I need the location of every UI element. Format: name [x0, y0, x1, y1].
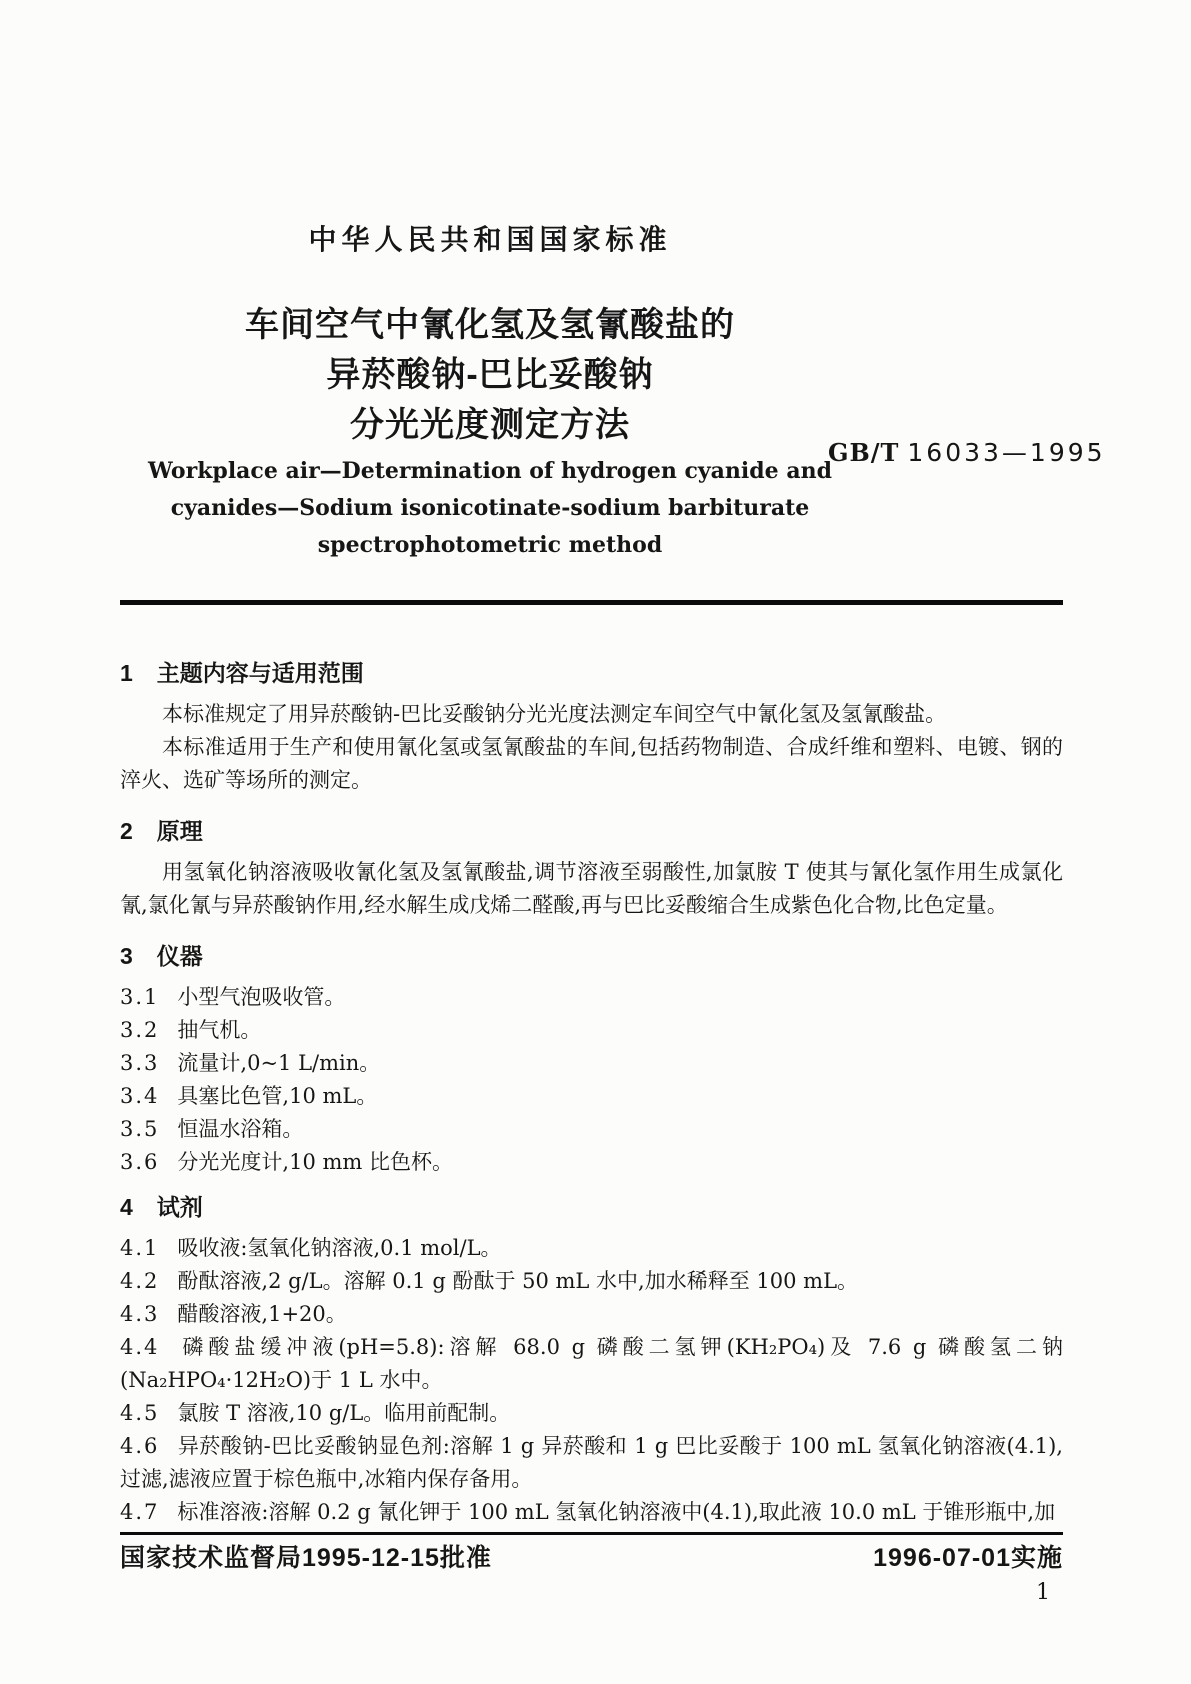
clause-3-number: 3 [120, 943, 135, 969]
english-title-line-3: spectrophotometric method [317, 532, 663, 558]
standard-title [120, 300, 860, 450]
clause-3-2 [120, 1014, 1063, 1047]
clause-4-heading [120, 1191, 1063, 1224]
clause-4-7-text: 标准溶液:溶解 0.2 g 氰化钾于 100 mL 氢氧化钠溶液中(4.1),取此液 10.0 mL 于锥形瓶中,加 [177, 1500, 1056, 1524]
clause-4-2-number: 4.2 [120, 1269, 160, 1293]
clause-3-2-number: 3.2 [120, 1018, 160, 1042]
clause-2-heading [120, 815, 1063, 848]
clause-3-3-number: 3.3 [120, 1051, 160, 1075]
clause-4-4-number: 4.4 [120, 1335, 160, 1359]
clause-1-heading [120, 657, 1063, 690]
clause-1-title: 主题内容与适用范围 [156, 660, 364, 686]
english-title-line-2: cyanides—Sodium isonicotinate-sodium barbiturate [170, 495, 810, 521]
clause-3-5-text: 恒温水浴箱。 [177, 1117, 304, 1141]
clause-4-6 [120, 1430, 1063, 1496]
clause-4-7 [120, 1496, 1063, 1529]
standard-header: 中华人民共和国国家标准 [308, 224, 672, 255]
clause-4-1 [120, 1232, 1063, 1265]
clause-4-4 [120, 1331, 1063, 1397]
clause-3-6-number: 3.6 [120, 1150, 160, 1174]
clause-2-paragraph-1: 用氢氧化钠溶液吸收氰化氢及氢氰酸盐,调节溶液至弱酸性,加氯胺 T 使其与氰化氢作用生成氯化氰,氯化氰与异菸酸钠作用,经水解生成戊烯二醛酸,再与巴比妥酸缩合生成紫色化合物,比色定量。 [120, 860, 1063, 917]
clause-4-4-text: 磷酸盐缓冲液(pH=5.8):溶解 68.0 g 磷酸二氢钾(KH₂PO₄)及 7.6 g 磷酸氢二钠(Na₂HPO₄·12H₂O)于 1 L 水中。 [120, 1335, 1063, 1392]
clause-3-5-number: 3.5 [120, 1117, 160, 1141]
clause-4-6-number: 4.6 [120, 1434, 160, 1458]
clause-2-title: 原理 [156, 818, 203, 844]
page-number: 1 [1036, 1580, 1050, 1605]
clause-3-5 [120, 1113, 1063, 1146]
standard-title-line-2: 异菸酸钠-巴比妥酸钠 [326, 356, 654, 394]
standard-title-line-3: 分光光度测定方法 [350, 406, 630, 444]
standard-code-number: 16033—1995 [907, 438, 1106, 467]
clause-4-2 [120, 1265, 1063, 1298]
footer-divider-rule [120, 1532, 1063, 1535]
clause-4-5-number: 4.5 [120, 1401, 160, 1425]
standard-title-line-1: 车间空气中氰化氢及氢氰酸盐的 [245, 306, 735, 344]
clause-3-1-number: 3.1 [120, 985, 160, 1009]
clause-4-3-text: 醋酸溶液,1+20。 [177, 1302, 347, 1326]
clause-4-items [120, 1232, 1063, 1529]
clause-3-3 [120, 1047, 1063, 1080]
clause-3-1 [120, 981, 1063, 1014]
english-title [120, 453, 860, 564]
clause-3-6-text: 分光光度计,10 mm 比色杯。 [177, 1150, 453, 1174]
standard-code-prefix: GB/T [828, 438, 900, 467]
clause-3-4 [120, 1080, 1063, 1113]
standard-code [828, 438, 1106, 467]
clause-1-paragraph-1: 本标准规定了用异菸酸钠-巴比妥酸钠分光光度法测定车间空气中氰化氢及氢氰酸盐。 [162, 702, 947, 726]
clause-3-1-text: 小型气泡吸收管。 [177, 985, 346, 1009]
english-title-line-1: Workplace air—Determination of hydrogen cyanide and [148, 458, 832, 484]
clause-1-number: 1 [120, 660, 135, 686]
clause-4-2-text: 酚酞溶液,2 g/L。溶解 0.1 g 酚酞于 50 mL 水中,加水稀释至 100 mL。 [177, 1269, 859, 1293]
clause-4-number: 4 [120, 1194, 135, 1220]
clause-3-3-text: 流量计,0~1 L/min。 [177, 1051, 381, 1075]
clause-4-title: 试剂 [156, 1194, 203, 1220]
clause-2-number: 2 [120, 818, 135, 844]
clause-4-5 [120, 1397, 1063, 1430]
clause-4-3 [120, 1298, 1063, 1331]
clause-4-1-text: 吸收液:氢氧化钠溶液,0.1 mol/L。 [177, 1236, 502, 1260]
clause-3-heading [120, 940, 1063, 973]
clause-4-1-number: 4.1 [120, 1236, 160, 1260]
clause-3-title: 仪器 [156, 943, 203, 969]
clause-3-items [120, 981, 1063, 1179]
header-divider-rule [120, 600, 1063, 605]
clause-3-4-number: 3.4 [120, 1084, 160, 1108]
clause-3-2-text: 抽气机。 [177, 1018, 262, 1042]
clause-4-5-text: 氯胺 T 溶液,10 g/L。临用前配制。 [177, 1401, 511, 1425]
clause-4-3-number: 4.3 [120, 1302, 160, 1326]
clause-4-7-number: 4.7 [120, 1500, 160, 1524]
clause-4-6-text: 异菸酸钠-巴比妥酸钠显色剂:溶解 1 g 异菸酸和 1 g 巴比妥酸于 100 mL 氢氧化钠溶液(4.1),过滤,滤液应置于棕色瓶中,冰箱内保存备用。 [120, 1434, 1063, 1491]
clause-1-paragraph-2: 本标准适用于生产和使用氰化氢或氢氰酸盐的车间,包括药物制造、合成纤维和塑料、电镀、钢的淬火、选矿等场所的测定。 [120, 735, 1063, 792]
clause-3-4-text: 具塞比色管,10 mL。 [177, 1084, 378, 1108]
footer-implementation: 1996-07-01实施 [873, 1544, 1063, 1572]
footer-approval: 国家技术监督局1995-12-15批准 [120, 1544, 492, 1572]
document-body [120, 640, 1063, 1529]
footer [120, 1538, 1063, 1574]
clause-3-6 [120, 1146, 1063, 1179]
